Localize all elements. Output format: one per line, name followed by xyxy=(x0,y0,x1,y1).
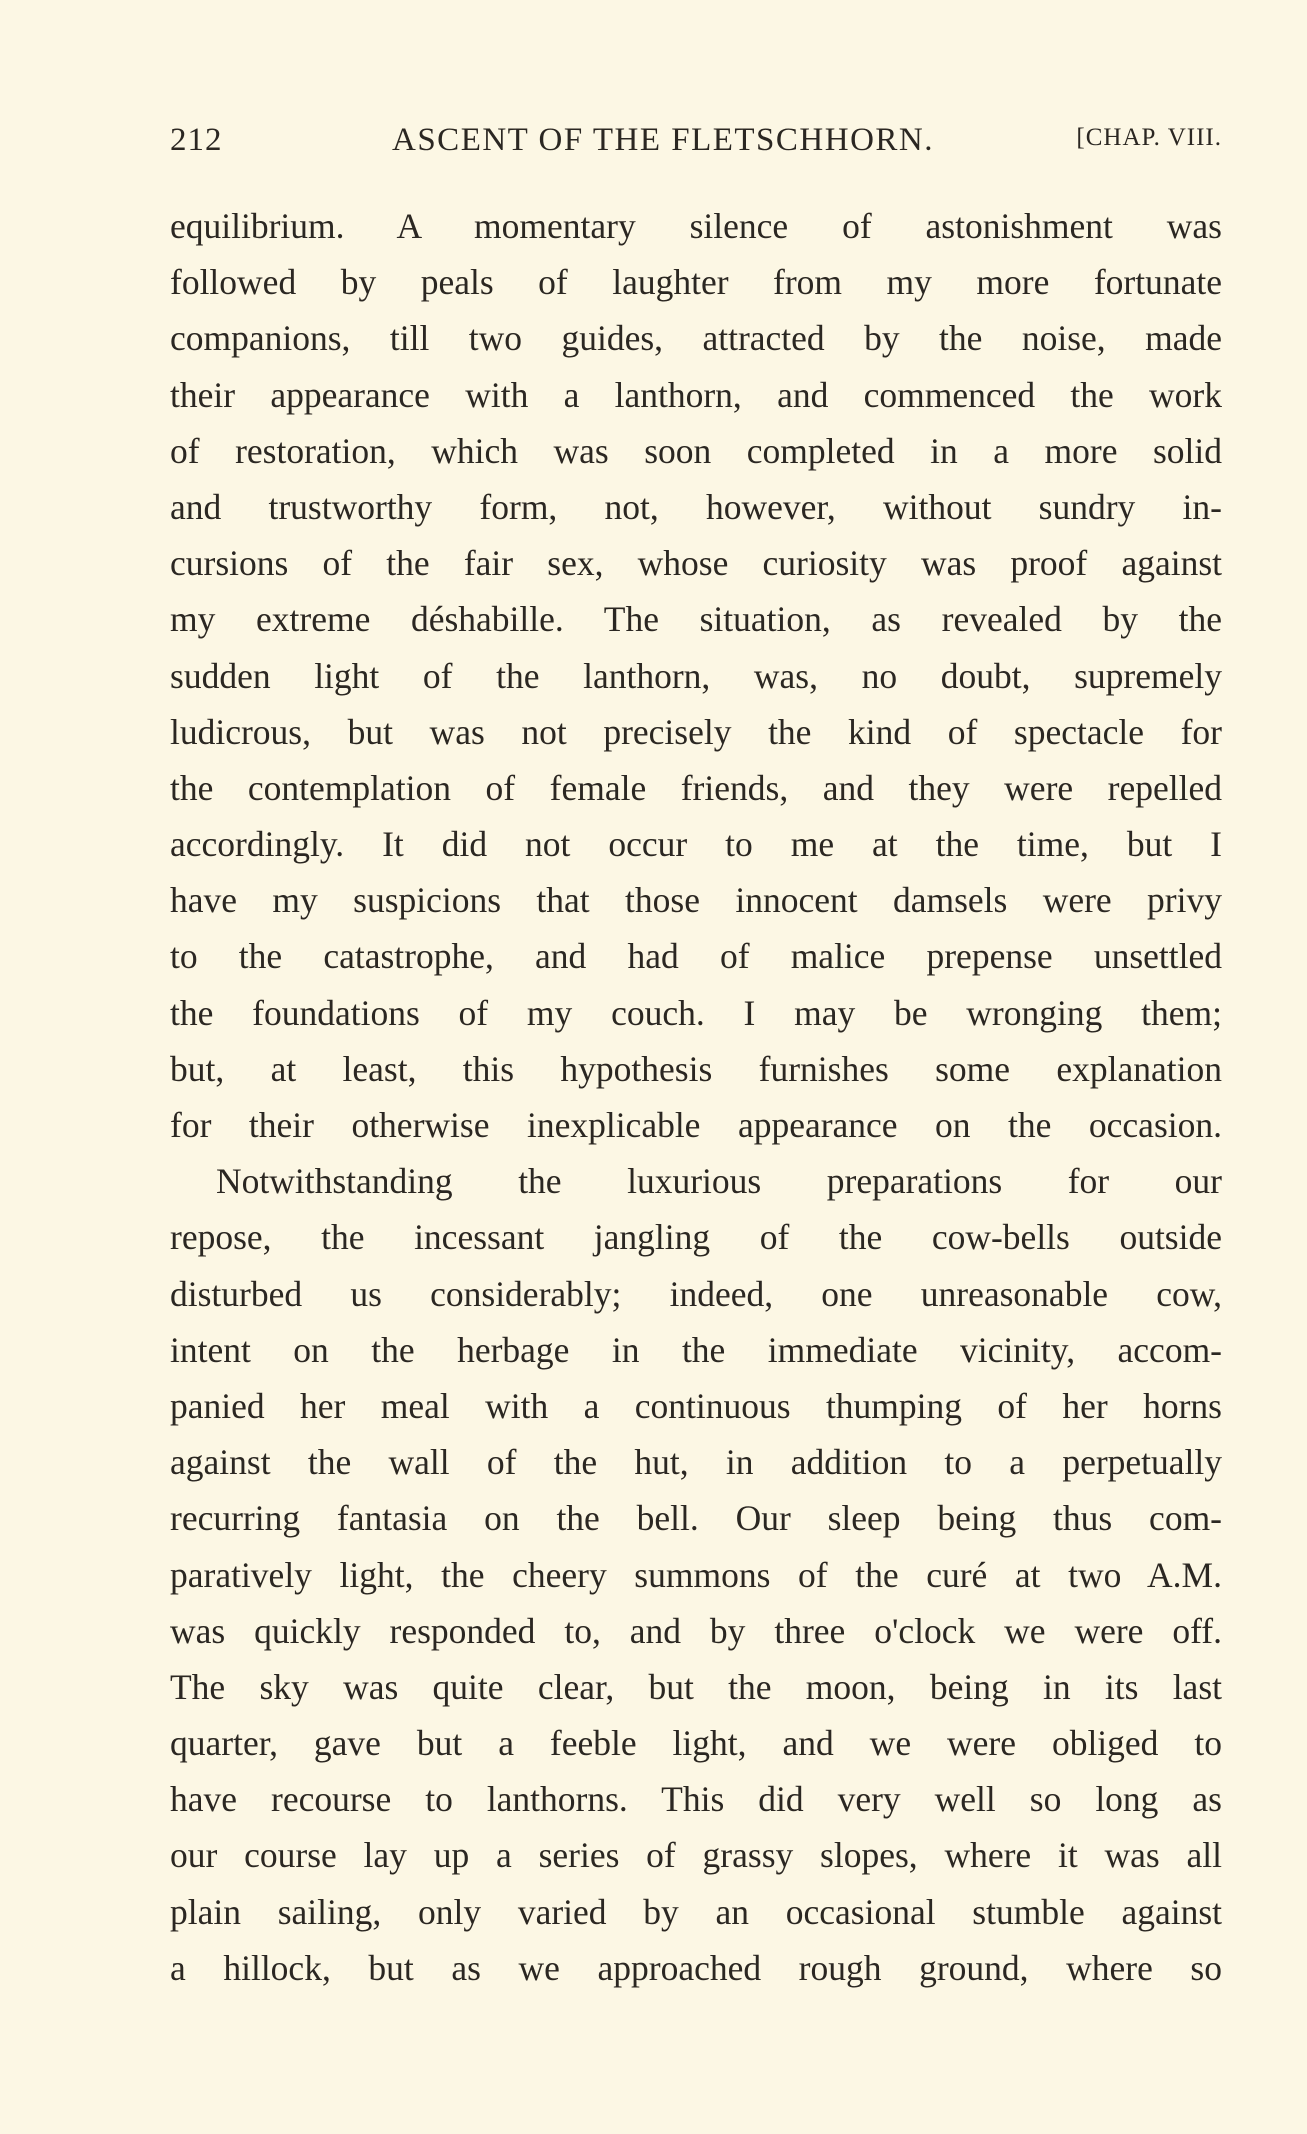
text-line: quarter, gave but a feeble light, and we were obliged to xyxy=(170,1723,1222,1764)
text-line: was quickly responded to, and by three o'clock we were off. xyxy=(170,1610,1222,1651)
text-line: against the wall of the hut, in addition to a perpetually xyxy=(170,1442,1222,1483)
text-line: to the catastrophe, and had of malice prepense unsettled xyxy=(170,936,1222,977)
text-line: cursions of the fair sex, whose curiosity was proof against xyxy=(170,543,1222,584)
text-line: the contemplation of female friends, and they were repelled xyxy=(170,767,1222,808)
text-line: equilibrium. A momentary silence of astonishment was xyxy=(170,206,1222,246)
text-line: intent on the herbage in the immediate vicinity, accom- xyxy=(170,1329,1222,1370)
text-line: their appearance with a lanthorn, and commenced the work xyxy=(170,374,1222,415)
text-line: panied her meal with a continuous thumping of her horns xyxy=(170,1385,1222,1426)
chapter-reference: [CHAP. VIII. xyxy=(1076,124,1222,151)
page-number: 212 xyxy=(170,122,223,158)
text-line: repose, the incessant jangling of the cow-bells outside xyxy=(170,1217,1222,1258)
text-line: companions, till two guides, attracted by the noise, made xyxy=(170,318,1222,359)
text-line: followed by peals of laughter from my more fortunate xyxy=(170,262,1222,303)
text-line: have my suspicions that those innocent damsels were privy xyxy=(170,880,1222,921)
text-line: the foundations of my couch. I may be wronging them; xyxy=(170,992,1222,1033)
text-line: have recourse to lanthorns. This did very well so long as xyxy=(170,1779,1222,1820)
text-line: accordingly. It did not occur to me at the time, but I xyxy=(170,824,1222,865)
text-line: for their otherwise inexplicable appearance on the occasion. xyxy=(170,1105,1222,1145)
text-line: disturbed us considerably; indeed, one unreasonable cow, xyxy=(170,1273,1222,1314)
text-line: sudden light of the lanthorn, was, no doubt, supremely xyxy=(170,655,1222,696)
text-line: The sky was quite clear, but the moon, being in its last xyxy=(170,1666,1222,1707)
text-line: plain sailing, only varied by an occasional stumble against xyxy=(170,1891,1222,1932)
text-line: and trustworthy form, not, however, without sundry in- xyxy=(170,486,1222,527)
text-line: my extreme déshabille. The situation, as revealed by the xyxy=(170,599,1222,640)
body-text xyxy=(170,198,1222,1996)
text-line: of restoration, which was soon completed in a more solid xyxy=(170,430,1222,471)
running-title: ASCENT OF THE FLETSCHHORN. xyxy=(392,122,935,158)
text-line: our course lay up a series of grassy slopes, where it was all xyxy=(170,1835,1222,1876)
text-line: paratively light, the cheery summons of the curé at two A.M. xyxy=(170,1554,1222,1595)
text-line: recurring fantasia on the bell. Our sleep being thus com- xyxy=(170,1498,1222,1539)
text-line: a hillock, but as we approached rough ground, where so xyxy=(170,1947,1222,1988)
paragraph-start-line: Notwithstanding the luxurious preparations for our xyxy=(216,1161,1222,1202)
text-line: ludicrous, but was not precisely the kind of spectacle for xyxy=(170,711,1222,752)
page-header xyxy=(170,122,1222,168)
text-line: but, at least, this hypothesis furnishes some explanation xyxy=(170,1048,1222,1089)
